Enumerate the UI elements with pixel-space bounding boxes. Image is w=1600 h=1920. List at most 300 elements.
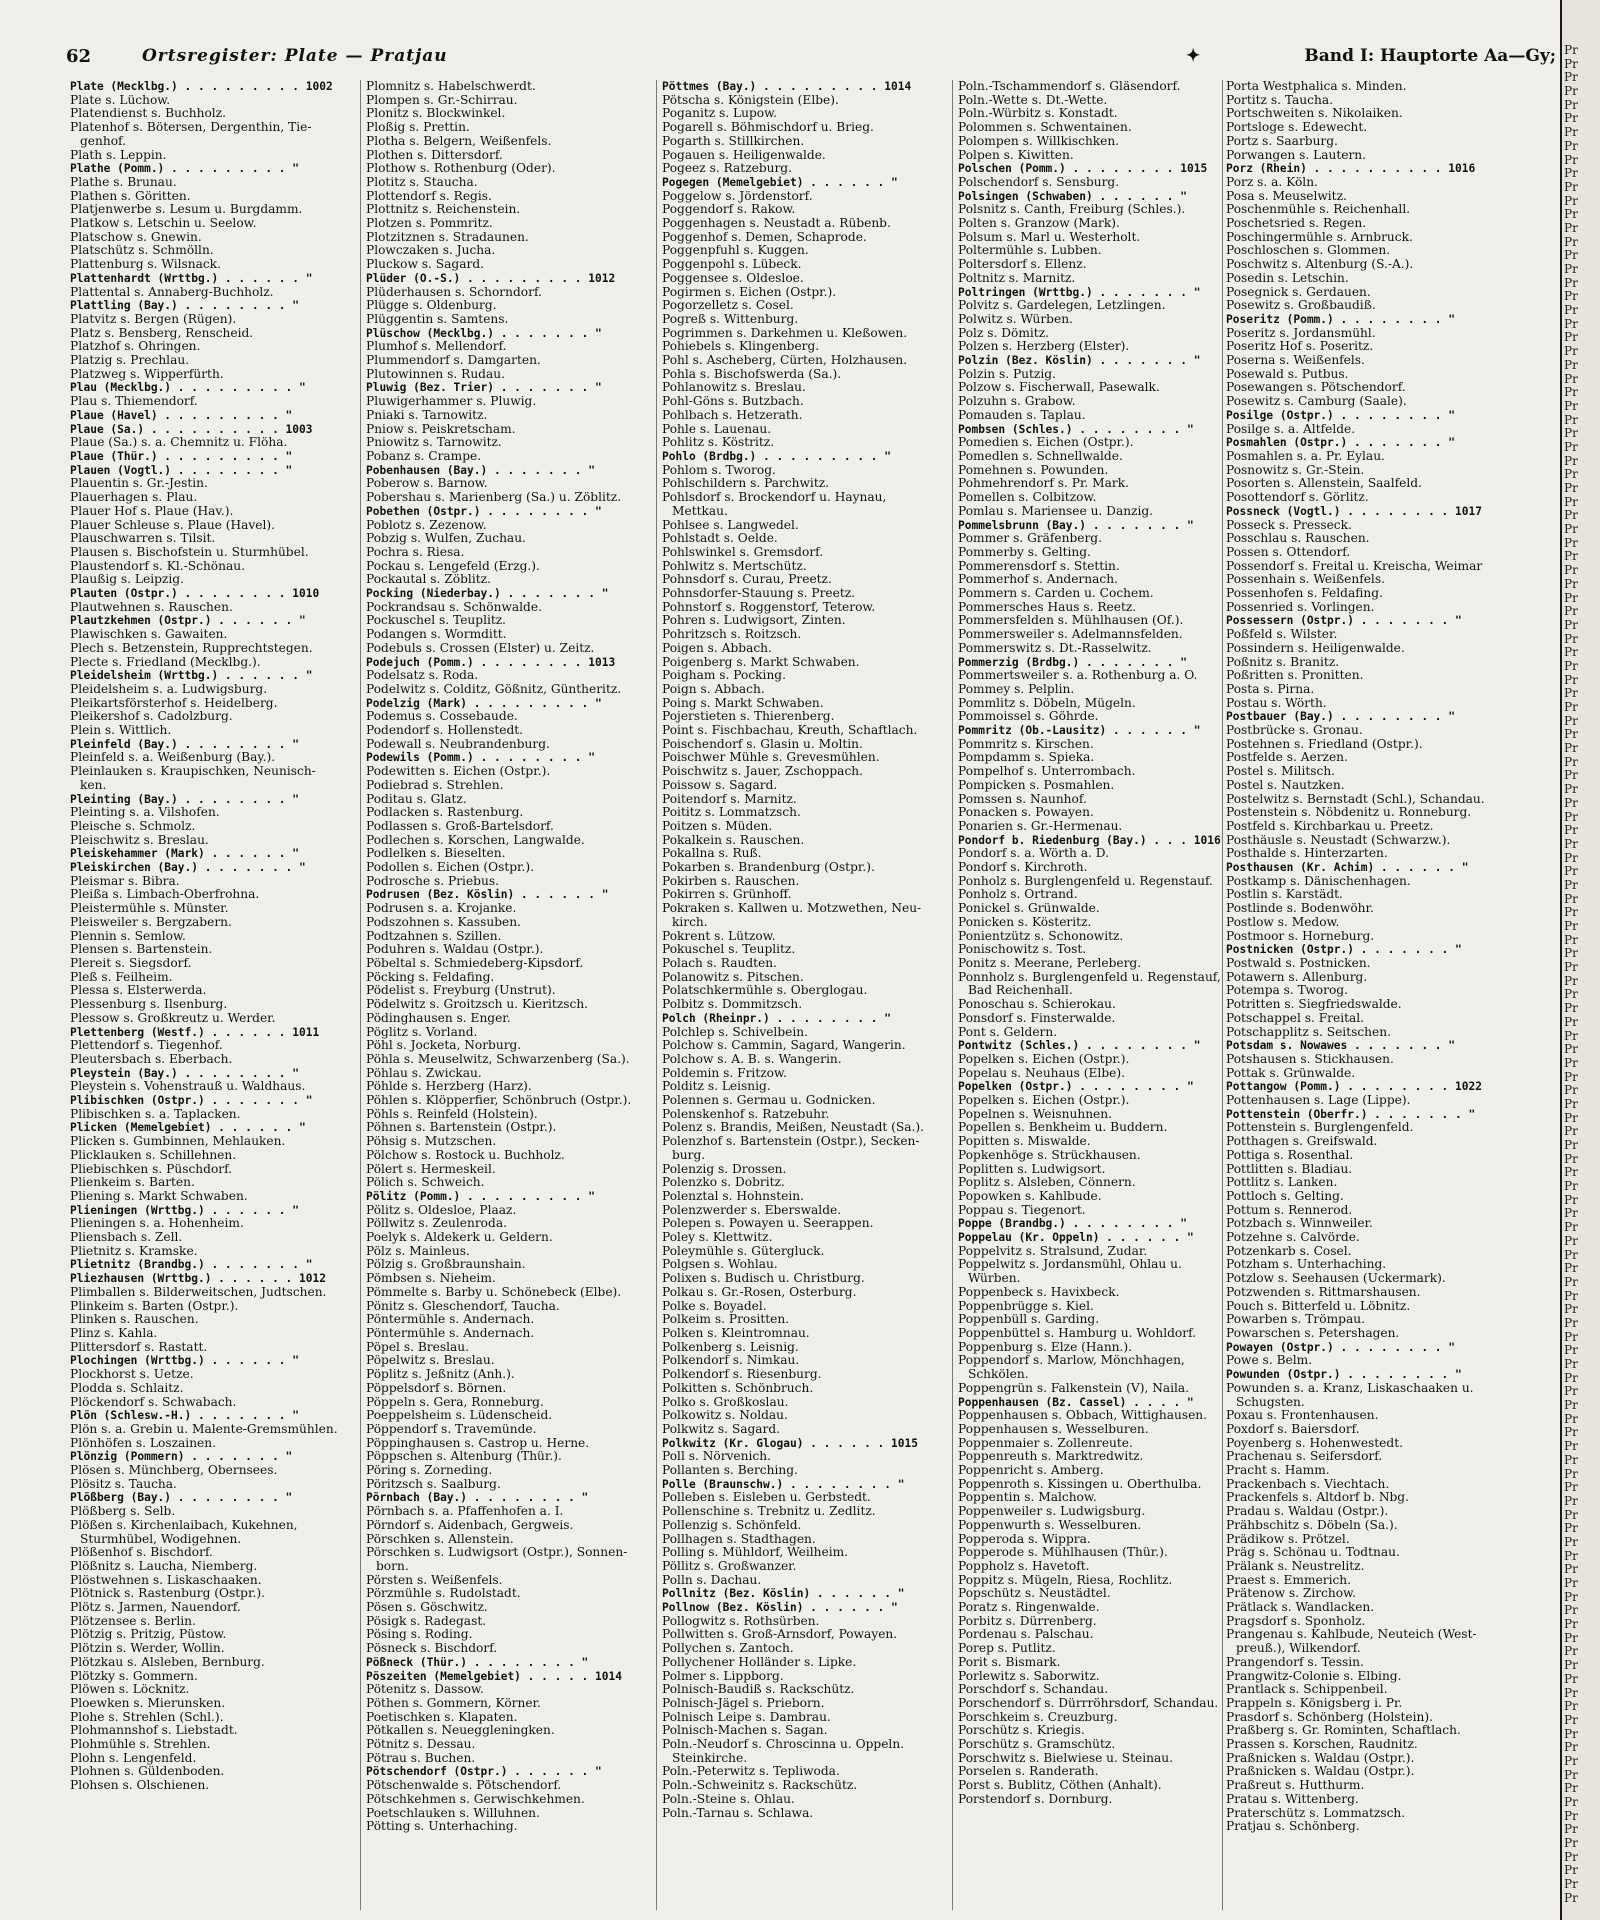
register-entry: Plauschwarren s. Tilsit. xyxy=(70,532,216,546)
edge-fragment: Pr xyxy=(1564,1890,1578,1905)
register-entry: Plottendorf s. Regis. xyxy=(366,189,492,203)
edge-fragment: Pr xyxy=(1564,1069,1578,1084)
register-entry: Pommerzig (Brdbg.) . . . . . . . " xyxy=(958,655,1188,669)
edge-fragment: Pr xyxy=(1564,891,1578,906)
register-entry: Polnisch-Machen s. Sagan. xyxy=(662,1724,828,1738)
register-entry: Polennen s. Germau u. Godnicken. xyxy=(662,1094,876,1108)
register-entry: Pödelwitz s. Groitzsch u. Kieritzsch. xyxy=(366,998,589,1012)
register-entry: Pleystein s. Vohenstrauß u. Waldhaus. xyxy=(70,1080,306,1094)
register-entry: Pollnitz (Bez. Köslin) . . . . . . " xyxy=(662,1587,905,1601)
register-entry: Portschweiten s. Nikolaiken. xyxy=(1226,107,1403,121)
register-entry: Plawischken s. Gawaiten. xyxy=(70,628,228,642)
register-entry: Pölich s. Schweich. xyxy=(366,1176,485,1190)
edge-fragment: Pr xyxy=(1564,138,1578,153)
register-entry: Poppelvitz s. Stralsund, Zudar. xyxy=(958,1244,1148,1258)
register-entry: Poppenreuth s. Marktredwitz. xyxy=(958,1450,1144,1464)
register-entry: Pöthen s. Gommern, Körner. xyxy=(366,1696,541,1710)
register-entry: Pleiskirchen (Bay.) . . . . . . . " xyxy=(70,861,306,875)
register-entry: Pösing s. Roding. xyxy=(366,1628,473,1642)
register-entry: Podewitten s. Eichen (Ostpr.). xyxy=(366,765,551,779)
register-entry: Plieningen s. a. Hohenheim. xyxy=(70,1217,244,1231)
register-entry: Potzbach s. Winnweiler. xyxy=(1226,1217,1373,1231)
register-entry: Poxau s. Frontenhausen. xyxy=(1226,1409,1379,1423)
register-entry: Podrosche s. Priebus. xyxy=(366,874,499,888)
edge-fragment: Pr xyxy=(1564,535,1578,550)
register-entry: Pompicken s. Posmahlen. xyxy=(958,778,1115,792)
register-entry: Plietnitz s. Kramske. xyxy=(70,1244,198,1258)
edge-fragment: Pr xyxy=(1564,850,1578,865)
register-entry: Porschwitz s. Bielwiese u. Steinau. xyxy=(958,1751,1173,1765)
register-entry: Plattenhardt (Wrttbg.) . . . . . . " xyxy=(70,271,313,285)
edge-fragment: Pr xyxy=(1564,1452,1578,1467)
register-entry: Postenstein s. Nöbdenitz u. Ronneburg. xyxy=(1226,806,1472,820)
register-entry: Pößneck (Thür.) . . . . . . . . " xyxy=(366,1655,589,1669)
register-entry: Plaustendorf s. Kl.-Schönau. xyxy=(70,559,245,573)
register-entry: Praßberg s. Gr. Rominten, Schaftlach. xyxy=(1226,1724,1461,1738)
register-entry: Polzow s. Fischerwall, Pasewalk. xyxy=(958,381,1160,395)
register-entry: Pommerswitz s. Dt.-Rasselwitz. xyxy=(958,641,1152,655)
register-entry: Präg s. Schönau u. Todtnau. xyxy=(1226,1546,1400,1560)
register-entry: Poßfeld s. Wilster. xyxy=(1226,628,1338,642)
register-entry: Plate s. Lüchow. xyxy=(70,93,171,107)
edge-fragment: Pr xyxy=(1564,809,1578,824)
register-entry: Plottnitz s. Reichenstein. xyxy=(366,203,521,217)
edge-fragment: Pr xyxy=(1564,70,1578,85)
register-entry: Portitz s. Taucha. xyxy=(1226,93,1333,107)
register-columns xyxy=(70,80,1556,1910)
edge-fragment: Pr xyxy=(1564,576,1578,591)
register-entry: Poltersdorf s. Ellenz. xyxy=(958,258,1087,272)
register-entry: Pohl s. Ascheberg, Cürten, Holzhausen. xyxy=(662,354,908,368)
register-entry: Poplitten s. Ludwigsort. xyxy=(958,1162,1106,1176)
register-entry: Ponacken s. Powayen. xyxy=(958,806,1094,820)
register-entry: Polsingen (Schwaben) . . . . . . " xyxy=(958,189,1188,203)
register-entry: Polten s. Granzow (Mark). xyxy=(958,217,1120,231)
register-entry: Posorten s. Allenstein, Saalfeld. xyxy=(1226,477,1422,491)
register-entry: Poigenberg s. Markt Schwaben. xyxy=(662,655,860,669)
register-entry: Postau s. Wörth. xyxy=(1226,696,1327,710)
register-entry: Poxdorf s. Baiersdorf. xyxy=(1226,1422,1360,1436)
register-entry: Pöpel s. Breslau. xyxy=(366,1340,469,1354)
register-entry: Poratz s. Ringenwalde. xyxy=(958,1601,1100,1615)
register-entry: Ponholz s. Ortrand. xyxy=(958,888,1078,902)
register-entry: Plößen s. Kirchenlaibach, Kukehnen, xyxy=(70,1518,298,1532)
edge-fragment: Pr xyxy=(1564,1753,1578,1768)
register-entry: Potritten s. Siegfriedswalde. xyxy=(1226,998,1402,1012)
register-entry: Porep s. Putlitz. xyxy=(958,1642,1056,1656)
edge-fragment: Pr xyxy=(1564,1658,1578,1673)
register-entry: Poleymühle s. Gütergluck. xyxy=(662,1244,825,1258)
register-entry: Powunden (Ostpr.) . . . . . . . . " xyxy=(1226,1368,1462,1382)
register-entry: Poseritz s. Jordansmühl. xyxy=(1226,326,1376,340)
edge-fragment: Pr xyxy=(1564,207,1578,222)
register-entry: Poschingermühle s. Arnbruck. xyxy=(1226,230,1413,244)
register-entry: Polsnitz s. Canth, Freiburg (Schles.). xyxy=(958,203,1186,217)
edge-fragment: Pr xyxy=(1564,1096,1578,1111)
register-entry: Platenhof s. Bötersen, Dergenthin, Tie- xyxy=(70,121,312,135)
register-entry: Pölchow s. Rostock u. Buchholz. xyxy=(366,1148,565,1162)
register-entry: preuß.), Wilkendorf. xyxy=(1236,1642,1361,1656)
edge-fragment: Pr xyxy=(1564,1343,1578,1358)
register-entry: Plößberg s. Selb. xyxy=(70,1505,176,1519)
edge-fragment: Pr xyxy=(1564,768,1578,783)
edge-fragment: Pr xyxy=(1564,494,1578,509)
register-entry: Prätlack s. Wandlacken. xyxy=(1226,1601,1375,1615)
register-entry: Porit s. Bismark. xyxy=(958,1655,1061,1669)
register-entry: Plöstwehnen s. Liskaschaaken. xyxy=(70,1573,262,1587)
register-entry: Praßreut s. Hutthurm. xyxy=(1226,1779,1365,1793)
register-entry: Pötschenwalde s. Pötschendorf. xyxy=(366,1779,562,1793)
edge-fragment: Pr xyxy=(1564,604,1578,619)
register-entry: Poigham s. Pocking. xyxy=(662,669,786,683)
register-entry: Pohnsdorf s. Curau, Preetz. xyxy=(662,573,832,587)
register-entry: Pollenschine s. Trebnitz u. Zedlitz. xyxy=(662,1505,876,1519)
register-entry: Pötscha s. Königstein (Elbe). xyxy=(662,93,839,107)
register-entry: Praterschütz s. Lommatzsch. xyxy=(1226,1806,1406,1820)
edge-fragment: Pr xyxy=(1564,713,1578,728)
edge-fragment: Pr xyxy=(1564,330,1578,345)
register-entry: Pölzig s. Großbraunshain. xyxy=(366,1258,526,1272)
edge-fragment: Pr xyxy=(1564,1247,1578,1262)
register-entry: Plauer Hof s. Plaue (Hav.). xyxy=(70,504,234,518)
register-entry: Pokirren s. Grünhoff. xyxy=(662,888,792,902)
register-entry: Plößberg (Bay.) . . . . . . . . " xyxy=(70,1491,293,1505)
register-entry: Poggendorf s. Rakow. xyxy=(662,203,796,217)
register-entry: Pottak s. Grünwalde. xyxy=(1226,1066,1356,1080)
register-entry: Prähbschitz s. Döbeln (Sa.). xyxy=(1226,1518,1398,1532)
register-entry: Porschkeim s. Creuzburg. xyxy=(958,1710,1118,1724)
register-entry: Pniowitz s. Tarnowitz. xyxy=(366,436,502,450)
register-entry: Pohiebels s. Klingenberg. xyxy=(662,340,820,354)
register-entry: Powarschen s. Petershagen. xyxy=(1226,1326,1400,1340)
edge-fragment: Pr xyxy=(1564,1863,1578,1878)
register-entry: Pogauen s. Heiligenwalde. xyxy=(662,148,826,162)
register-entry: Pollychen s. Zantoch. xyxy=(662,1642,794,1656)
register-entry: ken. xyxy=(80,778,107,792)
register-entry: Pogeez s. Ratzeburg. xyxy=(662,162,792,176)
register-entry: Pniaki s. Tarnowitz. xyxy=(366,408,488,422)
edge-fragment: Pr xyxy=(1564,1644,1578,1659)
edge-fragment: Pr xyxy=(1564,166,1578,181)
register-entry: Poßnitz s. Branitz. xyxy=(1226,655,1340,669)
register-entry: Pöppinghausen s. Castrop u. Herne. xyxy=(366,1436,590,1450)
register-entry: Pratau s. Wittenberg. xyxy=(1226,1792,1359,1806)
register-entry: Powayen (Ostpr.) . . . . . . . . " xyxy=(1226,1340,1456,1354)
register-entry: Plaue (Thür.) . . . . . . . . . " xyxy=(70,449,293,463)
register-entry: Popelnen s. Weisnuhnen. xyxy=(958,1107,1112,1121)
register-entry: Posedin s. Letschin. xyxy=(1226,271,1349,285)
register-entry: Pottiga s. Rosenthal. xyxy=(1226,1148,1354,1162)
register-entry: Plensen s. Bartenstein. xyxy=(70,943,213,957)
register-entry: Poggenhof s. Demen, Schaprode. xyxy=(662,230,867,244)
register-entry: Pomedien s. Eichen (Ostpr.). xyxy=(958,436,1134,450)
register-entry: Pohl-Göns s. Butzbach. xyxy=(662,395,804,409)
register-entry: Platzhof s. Öhringen. xyxy=(70,340,201,354)
register-entry: Plumhof s. Mellendorf. xyxy=(366,340,507,354)
register-entry: Plönzig (Pommern) . . . . . . . " xyxy=(70,1450,293,1464)
register-entry: Poppengrün s. Falkenstein (V), Naila. xyxy=(958,1381,1190,1395)
register-entry: Prangendorf s. Tessin. xyxy=(1226,1655,1364,1669)
register-entry: Pliezhausen (Wrttbg.) . . . . . . 1012 xyxy=(70,1272,326,1286)
register-entry: Plohmühle s. Strehlen. xyxy=(70,1738,211,1752)
register-entry: Pragsdorf s. Sponholz. xyxy=(1226,1614,1366,1628)
register-entry: Poggensee s. Oldesloe. xyxy=(662,271,804,285)
register-entry: Posthalde s. Hinterzarten. xyxy=(1226,847,1388,861)
register-entry: Polch (Rheinpr.) . . . . . . . . " xyxy=(662,1011,892,1025)
register-entry: Pöhla s. Meuselwitz, Schwarzenberg (Sa.). xyxy=(366,1052,630,1066)
register-entry: Prantlack s. Schippenbeil. xyxy=(1226,1683,1388,1697)
register-entry: Potzenkarb s. Cosel. xyxy=(1226,1244,1352,1258)
register-entry: Pöntermühle s. Andernach. xyxy=(366,1313,535,1327)
register-entry: Podelzig (Mark) . . . . . . . . . " xyxy=(366,696,602,710)
register-entry: Pohnsdorfer-Stauung s. Preetz. xyxy=(662,587,856,601)
edge-fragment: Pr xyxy=(1564,645,1578,660)
register-entry: Platjenwerbe s. Lesum u. Burgdamm. xyxy=(70,203,303,217)
edge-fragment: Pr xyxy=(1564,1329,1578,1344)
edge-fragment: Pr xyxy=(1564,1302,1578,1317)
register-entry: Plötzin s. Werder, Wollin. xyxy=(70,1642,225,1656)
register-entry: Würben. xyxy=(968,1272,1021,1286)
register-entry: Polnisch-Jägel s. Prieborn. xyxy=(662,1696,825,1710)
edge-fragment: Pr xyxy=(1564,357,1578,372)
register-entry: Pochra s. Riesa. xyxy=(366,545,465,559)
register-entry: Polchow s. Cammin, Sagard, Wangerin. xyxy=(662,1039,906,1053)
register-entry: Platkow s. Letschin u. Seelow. xyxy=(70,217,257,231)
register-entry: Polixen s. Budisch u. Christburg. xyxy=(662,1272,865,1286)
register-entry: Schkölen. xyxy=(968,1368,1029,1382)
register-entry: burg. xyxy=(672,1148,706,1162)
register-entry: Pohla s. Bischofswerda (Sa.). xyxy=(662,367,842,381)
edge-fragment: Pr xyxy=(1564,179,1578,194)
edge-fragment: Pr xyxy=(1564,727,1578,742)
register-entry: Pohlanowitz s. Breslau. xyxy=(662,381,806,395)
register-entry: Posewitz s. Camburg (Saale). xyxy=(1226,395,1407,409)
register-entry: Pockrandsau s. Schönwalde. xyxy=(366,600,542,614)
register-entry: Pordenau s. Palschau. xyxy=(958,1628,1094,1642)
adjacent-page-edge xyxy=(1562,0,1600,1920)
register-entry: Popellen s. Benkheim u. Buddern. xyxy=(958,1121,1168,1135)
register-entry: Popelken s. Eichen (Ostpr.). xyxy=(958,1094,1130,1108)
edge-fragment: Pr xyxy=(1564,905,1578,920)
register-entry: Polenskenhof s. Ratzebuhr. xyxy=(662,1107,830,1121)
register-entry: Plau s. Thiemendorf. xyxy=(70,395,198,409)
edge-fragment: Pr xyxy=(1564,590,1578,605)
edge-fragment: Pr xyxy=(1564,1357,1578,1371)
edge-fragment: Pr xyxy=(1564,1466,1578,1481)
register-entry: Poln.-Tarnau s. Schlawa. xyxy=(662,1806,814,1820)
register-entry: Pompelhof s. Unterrombach. xyxy=(958,765,1136,779)
register-entry: Pommlitz s. Döbeln, Mügeln. xyxy=(958,696,1136,710)
edge-fragment: Pr xyxy=(1564,836,1578,851)
register-entry: Posewald s. Putbus. xyxy=(1226,367,1349,381)
register-entry: Pöppschen s. Altenburg (Thür.). xyxy=(366,1450,562,1464)
register-entry: Plessa s. Elsterwerda. xyxy=(70,984,207,998)
edge-fragment: Pr xyxy=(1564,275,1578,290)
register-entry: Ponholz s. Burglengenfeld u. Regenstauf. xyxy=(958,874,1213,888)
register-entry: Podelwitz s. Colditz, Gößnitz, Güntheritz. xyxy=(366,682,622,696)
register-entry: Pötschendorf (Ostpr.) . . . . . . " xyxy=(366,1765,602,1779)
register-entry: Poppendorf s. Marlow, Mönchhagen, xyxy=(958,1354,1185,1368)
register-entry: Pöring s. Zorneding. xyxy=(366,1464,493,1478)
register-column-1 xyxy=(70,80,352,1910)
register-entry: Pomssen s. Naunhof. xyxy=(958,792,1087,806)
register-entry: Pöhlau s. Zwickau. xyxy=(366,1066,482,1080)
register-entry: Plowczaken s. Jucha. xyxy=(366,244,496,258)
edge-fragment: Pr xyxy=(1564,316,1578,331)
edge-fragment: Pr xyxy=(1564,1179,1578,1194)
register-entry: Poppenricht s. Amberg. xyxy=(958,1464,1104,1478)
edge-fragment: Pr xyxy=(1564,522,1578,537)
edge-fragment: Pr xyxy=(1564,549,1578,564)
register-entry: Pohlswinkel s. Gremsdorf. xyxy=(662,545,824,559)
register-entry: Pliebischken s. Püschdorf. xyxy=(70,1162,233,1176)
register-entry: Pöttmes (Bay.) . . . . . . . . . 1014 xyxy=(662,80,912,93)
register-entry: Powunden s. a. Kranz, Liskaschaaken u. xyxy=(1226,1381,1474,1395)
register-entry: Plön (Schlesw.-H.) . . . . . . . " xyxy=(70,1409,300,1423)
printer-mark: ✦ xyxy=(1186,46,1201,66)
register-entry: Pogorzelletz s. Cosel. xyxy=(662,299,794,313)
register-entry: Pleutersbach s. Eberbach. xyxy=(70,1052,233,1066)
register-entry: Plathe (Pomm.) . . . . . . . . . " xyxy=(70,162,300,176)
page-title: Ortsregister: Plate — Pratjau xyxy=(142,46,448,66)
register-entry: Pötting s. Unterhaching. xyxy=(366,1820,518,1834)
register-entry: Pleidelsheim (Wrttbg.) . . . . . . " xyxy=(70,669,313,683)
register-entry: Poduhren s. Waldau (Ostpr.). xyxy=(366,943,544,957)
register-entry: Pohren s. Ludwigsort, Zinten. xyxy=(662,614,846,628)
register-entry: Polling s. Mühldorf, Weilheim. xyxy=(662,1546,849,1560)
register-entry: Pockau s. Lengefeld (Erzg.). xyxy=(366,559,540,573)
register-entry: Sturmhübel, Wodigehnen. xyxy=(80,1532,242,1546)
register-entry: Plügge s. Oldenburg. xyxy=(366,299,497,313)
register-entry: Poppholz s. Havetoft. xyxy=(958,1559,1090,1573)
register-entry: Plienkeim s. Barten. xyxy=(70,1176,195,1190)
register-entry: Plittersdorf s. Rastatt. xyxy=(70,1340,208,1354)
register-entry: Plauentin s. Gr.-Jestin. xyxy=(70,477,208,491)
register-entry: Plaußig s. Leipzig. xyxy=(70,573,184,587)
register-entry: Plibischken (Ostpr.) . . . . . . . " xyxy=(70,1094,313,1108)
register-entry: Postlow s. Medow. xyxy=(1226,915,1340,929)
register-entry: Pondorf s. Kirchroth. xyxy=(958,861,1088,875)
register-entry: Pohle s. Lauenau. xyxy=(662,422,772,436)
register-entry: Potzham s. Unterhaching. xyxy=(1226,1258,1387,1272)
register-entry: Pörnbach s. a. Pfaffenhofen a. I. xyxy=(366,1505,564,1519)
edge-fragment: Pr xyxy=(1564,1712,1578,1727)
register-entry: Polkendorf s. Nimkau. xyxy=(662,1354,800,1368)
register-entry: Plönhöfen s. Loszainen. xyxy=(70,1436,216,1450)
register-entry: Polkau s. Gr.-Rosen, Osterburg. xyxy=(662,1285,857,1299)
register-entry: Plodda s. Schlaitz. xyxy=(70,1381,184,1395)
register-entry: Polleben s. Eisleben u. Gerbstedt. xyxy=(662,1491,871,1505)
register-entry: Poppenbüll s. Garding. xyxy=(958,1313,1100,1327)
edge-fragment: Pr xyxy=(1564,1315,1578,1330)
register-entry: Podemus s. Cossebaude. xyxy=(366,710,518,724)
register-entry: Popschütz s. Neustädtel. xyxy=(958,1587,1111,1601)
register-entry: Polenz s. Brandis, Meißen, Neustadt (Sa.). xyxy=(662,1121,925,1135)
register-entry: Ponientzütz s. Schonowitz. xyxy=(958,929,1124,943)
register-entry: Pleinting (Bay.) . . . . . . . . " xyxy=(70,792,300,806)
register-entry: Pratjau s. Schönberg. xyxy=(1226,1820,1360,1834)
edge-fragment: Pr xyxy=(1564,1370,1578,1385)
edge-fragment: Pr xyxy=(1564,467,1578,482)
register-entry: Plötzkau s. Alsleben, Bernburg. xyxy=(70,1655,265,1669)
register-entry: Plessow s. Großkreutz u. Werder. xyxy=(70,1011,276,1025)
register-entry: Poditau s. Glatz. xyxy=(366,792,467,806)
register-entry: Plöckendorf s. Schwabach. xyxy=(70,1395,237,1409)
register-entry: Pöhlde s. Herzberg (Harz). xyxy=(366,1080,532,1094)
register-entry: Polke s. Boyadel. xyxy=(662,1299,767,1313)
register-entry: Pörsten s. Weißenfels. xyxy=(366,1573,503,1587)
register-entry: Pötnitz s. Dessau. xyxy=(366,1738,476,1752)
register-entry: Poblotz s. Zezenow. xyxy=(366,518,487,532)
register-entry: Plettenberg (Westf.) . . . . . . 1011 xyxy=(70,1025,320,1039)
register-entry: Polschendorf s. Sensburg. xyxy=(958,175,1120,189)
register-entry: Poischendorf s. Glasin u. Moltin. xyxy=(662,737,863,751)
register-entry: Pomehnen s. Powunden. xyxy=(958,463,1109,477)
register-entry: Porz s. a. Köln. xyxy=(1226,175,1318,189)
register-entry: Pölert s. Hermeskeil. xyxy=(366,1162,496,1176)
register-entry: Pommelsbrunn (Bay.) . . . . . . . " xyxy=(958,518,1194,532)
register-entry: Poschloschen s. Glommen. xyxy=(1226,244,1391,258)
register-entry: Porbitz s. Dürrenberg. xyxy=(958,1614,1097,1628)
register-entry: Poitendorf s. Marnitz. xyxy=(662,792,797,806)
edge-fragment: Pr xyxy=(1564,1534,1578,1549)
edge-fragment: Pr xyxy=(1564,1521,1578,1536)
register-entry: Pleismar s. Bibra. xyxy=(70,874,180,888)
register-entry: Pöpelwitz s. Breslau. xyxy=(366,1354,495,1368)
register-entry: Pombsen (Schles.) . . . . . . . . " xyxy=(958,422,1194,436)
edge-fragment: Pr xyxy=(1564,453,1578,468)
register-entry: Pohlwitz s. Mertschütz. xyxy=(662,559,807,573)
register-entry: Plettendorf s. Tiegenhof. xyxy=(70,1039,223,1053)
register-entry: Pollanten s. Berching. xyxy=(662,1464,798,1478)
register-entry: Pogreß s. Wittenburg. xyxy=(662,312,799,326)
register-entry: Plathe s. Brunau. xyxy=(70,175,177,189)
register-entry: Pleß s. Feilheim. xyxy=(70,970,173,984)
register-entry: Prappeln s. Königsberg i. Pr. xyxy=(1226,1696,1403,1710)
register-entry: Polgsen s. Wohlau. xyxy=(662,1258,778,1272)
register-entry: Plathen s. Göritten. xyxy=(70,189,191,203)
register-entry: Polpen s. Kiwitten. xyxy=(958,148,1074,162)
register-entry: Porselen s. Randerath. xyxy=(958,1765,1099,1779)
register-entry: Pöhl s. Jocketa, Norburg. xyxy=(366,1039,522,1053)
register-entry: Pracht s. Hamm. xyxy=(1226,1464,1330,1478)
register-entry: Pohlom s. Tworog. xyxy=(662,463,776,477)
register-entry: Poggenpohl s. Lübeck. xyxy=(662,258,802,272)
register-entry: Pötschkehmen s. Gerwischkehmen. xyxy=(366,1792,585,1806)
register-entry: Ploßig s. Prettin. xyxy=(366,121,470,135)
register-entry: Polenzig s. Drossen. xyxy=(662,1162,787,1176)
register-entry: Pommritz s. Kirschen. xyxy=(958,737,1094,751)
register-entry: Plön s. a. Grebin u. Malente-Gremsmühlen. xyxy=(70,1422,338,1436)
register-entry: Pompdamm s. Spieka. xyxy=(958,751,1095,765)
register-entry: Podlassen s. Groß-Bartelsdorf. xyxy=(366,819,554,833)
register-entry: Pobershau s. Marienberg (Sa.) u. Zöblitz. xyxy=(366,491,622,505)
register-entry: Pockuschel s. Teuplitz. xyxy=(366,614,507,628)
register-entry: Pogirmen s. Eichen (Ostpr.). xyxy=(662,285,837,299)
register-entry: Pönitz s. Gleschendorf, Taucha. xyxy=(366,1299,560,1313)
register-entry: Possenhofen s. Feldafing. xyxy=(1226,587,1383,601)
register-entry: Poitzen s. Müden. xyxy=(662,819,773,833)
register-entry: Pleische s. Schmolz. xyxy=(70,819,196,833)
register-column-3 xyxy=(662,80,944,1910)
register-entry: Pöszeiten (Memelgebiet) . . . . . 1014 xyxy=(366,1669,622,1683)
register-entry: Pommern s. Carden u. Cochem. xyxy=(958,587,1154,601)
register-entry: Plennin s. Semlow. xyxy=(70,929,186,943)
register-entry: Poln.-Neudorf s. Chroscinna u. Oppeln. xyxy=(662,1738,905,1752)
register-entry: Posilge s. a. Altfelde. xyxy=(1226,422,1356,436)
register-entry: Poppau s. Tiegenort. xyxy=(958,1203,1086,1217)
register-entry: Plotha s. Belgern, Weißenfels. xyxy=(366,134,552,148)
